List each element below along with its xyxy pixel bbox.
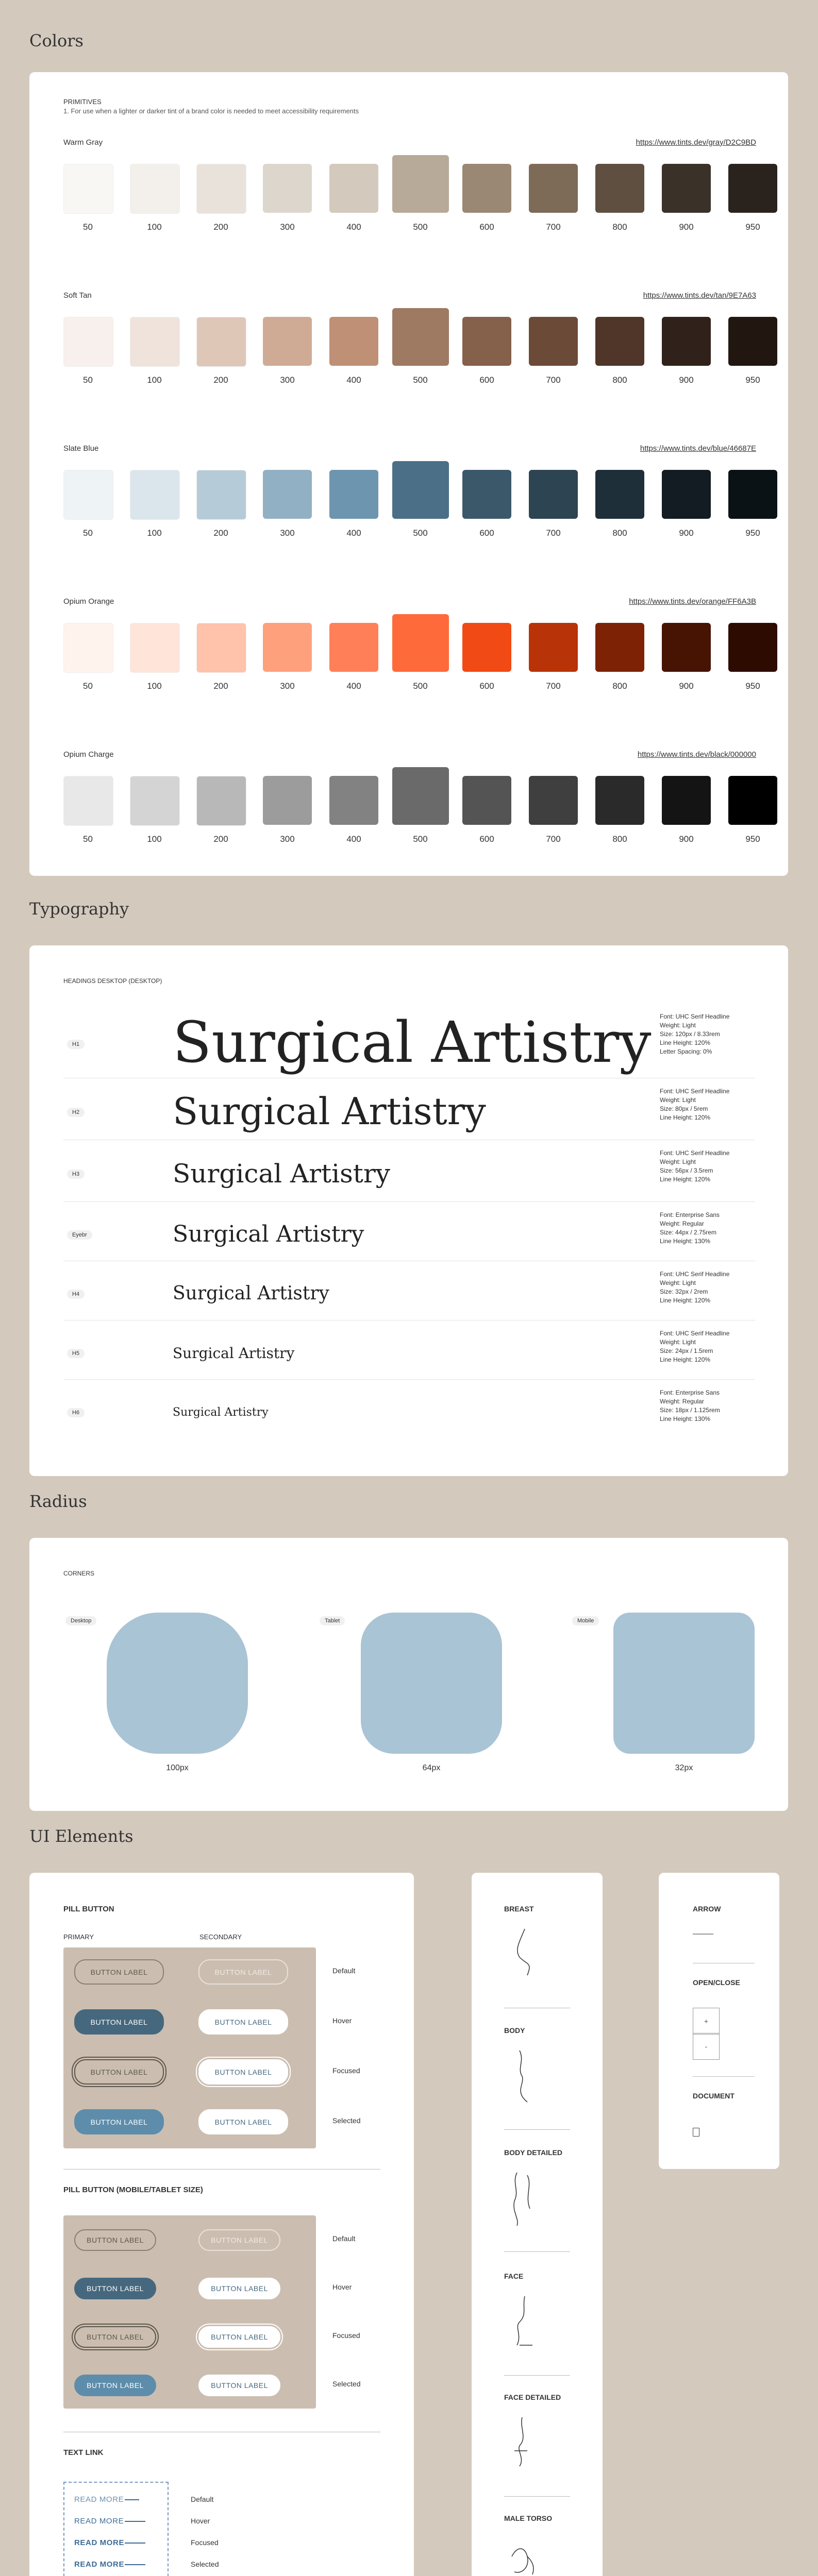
color-swatch xyxy=(529,164,578,213)
palette-link[interactable]: https://www.tints.dev/black/000000 xyxy=(637,750,756,759)
radius-value: 100px xyxy=(166,1764,189,1772)
color-swatch xyxy=(529,317,578,366)
swatch-step-label: 300 xyxy=(280,528,295,538)
color-swatch xyxy=(196,317,246,367)
primary-button[interactable]: BUTTON LABEL xyxy=(74,2229,156,2251)
swatch-step-label: 700 xyxy=(546,222,561,232)
color-swatch xyxy=(263,164,312,213)
swatch-step-label: 600 xyxy=(479,222,494,232)
color-swatch xyxy=(728,164,777,213)
primary-button[interactable]: BUTTON LABEL xyxy=(74,2375,156,2396)
color-swatch xyxy=(529,623,578,672)
swatch-step-label: 900 xyxy=(679,834,694,844)
color-swatch xyxy=(662,470,711,519)
body-outline-icon xyxy=(504,1926,540,1983)
color-swatch xyxy=(392,155,449,213)
color-swatch xyxy=(130,776,180,826)
swatch-step-label: 700 xyxy=(546,834,561,844)
swatch-step-label: 600 xyxy=(479,375,494,385)
color-swatch xyxy=(462,317,511,366)
pill-button-mobile-heading: PILL BUTTON (MOBILE/TABLET SIZE) xyxy=(63,2185,203,2194)
secondary-button[interactable]: BUTTON LABEL xyxy=(198,2278,280,2299)
outline-heading: FACE xyxy=(504,2272,524,2280)
secondary-button[interactable]: BUTTON LABEL xyxy=(198,2009,288,2035)
secondary-button[interactable]: BUTTON LABEL xyxy=(198,2326,280,2348)
heading-tag: H3 xyxy=(67,1170,85,1179)
radius-value: 32px xyxy=(675,1764,693,1772)
swatch-step-label: 500 xyxy=(413,681,428,691)
color-swatch xyxy=(263,776,312,825)
state-label: Selected xyxy=(332,2116,361,2125)
swatch-step-label: 500 xyxy=(413,834,428,844)
body-outline-icon xyxy=(504,2294,540,2350)
color-swatch xyxy=(196,470,246,520)
color-swatch xyxy=(728,470,777,519)
swatch-step-label: 950 xyxy=(745,222,760,232)
read-more-link[interactable]: READ MORE xyxy=(74,2495,124,2504)
divider xyxy=(504,2129,570,2130)
color-swatch xyxy=(462,623,511,672)
swatch-step-label: 300 xyxy=(280,834,295,844)
color-swatch xyxy=(329,164,378,213)
heading-sample: Surgical Artistry xyxy=(173,1009,652,1076)
swatch-step-label: 900 xyxy=(679,375,694,385)
color-swatch xyxy=(662,317,711,366)
heading-tag: H4 xyxy=(67,1290,85,1299)
color-swatch xyxy=(595,470,644,519)
radius-tag: Desktop xyxy=(65,1616,96,1625)
divider xyxy=(693,2076,755,2077)
palette-link[interactable]: https://www.tints.dev/gray/D2C9BD xyxy=(636,138,756,147)
color-swatch xyxy=(595,317,644,366)
arrow-icon xyxy=(125,2521,145,2522)
swatch-step-label: 700 xyxy=(546,681,561,691)
heading-tag: H5 xyxy=(67,1349,85,1358)
secondary-button[interactable]: BUTTON LABEL xyxy=(198,2109,288,2134)
color-swatch xyxy=(63,623,113,673)
color-swatch xyxy=(392,767,449,825)
heading-sample: Surgical Artistry xyxy=(173,1405,269,1419)
arrow-heading: ARROW xyxy=(693,1905,721,1913)
swatch-step-label: 500 xyxy=(413,375,428,385)
arrow-icon[interactable] xyxy=(693,1934,713,1935)
color-swatch xyxy=(662,776,711,825)
swatch-step-label: 50 xyxy=(83,375,93,385)
swatch-step-label: 600 xyxy=(479,681,494,691)
color-swatch xyxy=(130,317,180,367)
outline-heading: BODY DETAILED xyxy=(504,2148,563,2157)
color-swatch xyxy=(662,623,711,672)
color-swatch xyxy=(728,776,777,825)
swatch-step-label: 200 xyxy=(213,375,228,385)
read-more-link[interactable]: READ MORE xyxy=(74,2560,125,2569)
primary-button[interactable]: BUTTON LABEL xyxy=(74,2059,164,2084)
swatch-step-label: 50 xyxy=(83,222,93,232)
primary-button[interactable]: BUTTON LABEL xyxy=(74,1959,164,1985)
minus-icon[interactable]: - xyxy=(693,2033,720,2060)
body-outline-icon xyxy=(504,2170,540,2227)
color-swatch xyxy=(63,470,113,520)
secondary-button[interactable]: BUTTON LABEL xyxy=(198,2375,280,2396)
pill-button-heading: PILL BUTTON xyxy=(63,1905,114,1913)
swatch-step-label: 50 xyxy=(83,528,93,538)
color-swatch xyxy=(462,164,511,213)
body-outline-icon xyxy=(504,2048,540,2105)
swatch-step-label: 100 xyxy=(147,681,162,691)
primary-button[interactable]: BUTTON LABEL xyxy=(74,2009,164,2035)
radius-tag: Tablet xyxy=(320,1616,345,1625)
color-swatch xyxy=(63,776,113,826)
open-close-heading: OPEN/CLOSE xyxy=(693,1978,740,1987)
primitives-title: PRIMITIVES xyxy=(63,98,102,106)
swatch-step-label: 600 xyxy=(479,528,494,538)
radius-tag: Mobile xyxy=(572,1616,599,1625)
heading-spec: Font: UHC Serif Headline Weight: Light Size: 120px / 8.33rem Line Height: 120% Letter Spacing: 0% xyxy=(660,1013,730,1055)
swatch-step-label: 500 xyxy=(413,528,428,538)
radius-sample xyxy=(107,1613,248,1754)
divider xyxy=(63,1379,755,1380)
state-label: Focused xyxy=(332,2066,360,2075)
swatch-step-label: 100 xyxy=(147,528,162,538)
swatch-step-label: 300 xyxy=(280,375,295,385)
heading-sample: Surgical Artistry xyxy=(173,1345,295,1362)
color-swatch xyxy=(529,776,578,825)
color-swatch xyxy=(130,164,180,214)
state-label: Default xyxy=(332,1966,356,1975)
palette-name: Soft Tan xyxy=(63,291,92,300)
color-swatch xyxy=(329,776,378,825)
outline-heading: MALE TORSO xyxy=(504,2514,553,2522)
arrow-icon xyxy=(125,2499,139,2500)
palette-link[interactable]: https://www.tints.dev/orange/FF6A3B xyxy=(629,597,756,606)
heading-spec: Font: UHC Serif Headline Weight: Light Size: 80px / 5rem Line Height: 120% xyxy=(660,1088,730,1121)
swatch-step-label: 950 xyxy=(745,528,760,538)
heading-sample: Surgical Artistry xyxy=(173,1283,329,1304)
swatch-step-label: 400 xyxy=(346,528,361,538)
color-swatch xyxy=(728,623,777,672)
body-outline-icon xyxy=(504,2536,540,2576)
primary-button[interactable]: BUTTON LABEL xyxy=(74,2326,156,2348)
divider xyxy=(504,2375,570,2376)
heading-spec: Font: UHC Serif Headline Weight: Light Size: 24px / 1.5rem Line Height: 120% xyxy=(660,1330,730,1363)
swatch-step-label: 400 xyxy=(346,375,361,385)
palette-name: Opium Charge xyxy=(63,750,114,759)
heading-spec: Font: Enterprise Sans Weight: Regular Size: 18px / 1.125rem Line Height: 130% xyxy=(660,1389,720,1422)
outline-heading: BREAST xyxy=(504,1905,534,1913)
section-title-radius: Radius xyxy=(29,1492,87,1511)
swatch-step-label: 300 xyxy=(280,681,295,691)
outline-heading: FACE DETAILED xyxy=(504,2393,561,2401)
document-heading: DOCUMENT xyxy=(693,2092,734,2100)
swatch-step-label: 900 xyxy=(679,222,694,232)
color-swatch xyxy=(196,623,246,673)
primary-button[interactable]: BUTTON LABEL xyxy=(74,2109,164,2134)
swatch-step-label: 100 xyxy=(147,834,162,844)
secondary-button[interactable]: BUTTON LABEL xyxy=(198,2229,280,2251)
state-label: Focused xyxy=(332,2331,360,2340)
color-swatch xyxy=(462,470,511,519)
palette-name: Opium Orange xyxy=(63,597,114,606)
color-swatch xyxy=(595,776,644,825)
swatch-step-label: 700 xyxy=(546,375,561,385)
primary-button[interactable]: BUTTON LABEL xyxy=(74,2278,156,2299)
swatch-step-label: 50 xyxy=(83,681,93,691)
swatch-step-label: 900 xyxy=(679,528,694,538)
color-swatch xyxy=(662,164,711,213)
primary-label: PRIMARY xyxy=(63,1933,94,1941)
state-label: Hover xyxy=(332,2283,352,2291)
swatch-step-label: 200 xyxy=(213,681,228,691)
swatch-step-label: 400 xyxy=(346,222,361,232)
swatch-step-label: 950 xyxy=(745,375,760,385)
radius-sample xyxy=(613,1613,755,1754)
color-swatch xyxy=(392,308,449,366)
outline-heading: BODY xyxy=(504,2026,525,2035)
heading-sample: Surgical Artistry xyxy=(173,1090,486,1133)
color-swatch xyxy=(263,623,312,672)
heading-tag: H2 xyxy=(67,1108,85,1117)
color-swatch xyxy=(63,317,113,367)
heading-tag: H6 xyxy=(67,1408,85,1417)
color-swatch xyxy=(263,470,312,519)
color-swatch xyxy=(529,470,578,519)
color-swatch xyxy=(392,461,449,519)
swatch-step-label: 100 xyxy=(147,222,162,232)
divider xyxy=(63,1201,755,1202)
secondary-button[interactable]: BUTTON LABEL xyxy=(198,2059,288,2084)
state-label: Selected xyxy=(332,2380,361,2388)
swatch-step-label: 400 xyxy=(346,681,361,691)
palette-link[interactable]: https://www.tints.dev/tan/9E7A63 xyxy=(643,291,756,300)
color-swatch xyxy=(263,317,312,366)
swatch-step-label: 100 xyxy=(147,375,162,385)
section-title-colors: Colors xyxy=(29,31,84,50)
swatch-step-label: 900 xyxy=(679,681,694,691)
plus-icon[interactable]: + xyxy=(693,2008,720,2035)
swatch-step-label: 950 xyxy=(745,681,760,691)
secondary-label: SECONDARY xyxy=(199,1933,242,1941)
color-swatch xyxy=(130,623,180,673)
color-swatch xyxy=(595,623,644,672)
swatch-step-label: 800 xyxy=(612,834,627,844)
state-label: Hover xyxy=(191,2517,210,2525)
swatch-step-label: 950 xyxy=(745,834,760,844)
color-swatch xyxy=(63,164,113,214)
swatch-step-label: 400 xyxy=(346,834,361,844)
swatch-step-label: 600 xyxy=(479,834,494,844)
swatch-step-label: 300 xyxy=(280,222,295,232)
state-label: Default xyxy=(332,2234,356,2243)
heading-tag: Eyebr xyxy=(67,1230,92,1240)
heading-tag: H1 xyxy=(67,1040,85,1049)
heading-sample: Surgical Artistry xyxy=(173,1159,391,1189)
radius-label: CORNERS xyxy=(63,1570,95,1577)
color-swatch xyxy=(329,623,378,672)
heading-spec: Font: UHC Serif Headline Weight: Light Size: 56px / 3.5rem Line Height: 120% xyxy=(660,1149,730,1183)
state-label: Default xyxy=(191,2495,214,2503)
state-label: Selected xyxy=(191,2560,219,2568)
swatch-step-label: 200 xyxy=(213,222,228,232)
section-title-typography: Typography xyxy=(29,899,129,919)
color-swatch xyxy=(196,164,246,214)
swatch-step-label: 200 xyxy=(213,834,228,844)
color-swatch xyxy=(462,776,511,825)
color-swatch xyxy=(595,164,644,213)
divider xyxy=(504,2251,570,2252)
color-swatch xyxy=(329,470,378,519)
color-swatch xyxy=(392,614,449,672)
swatch-step-label: 800 xyxy=(612,375,627,385)
swatch-step-label: 200 xyxy=(213,528,228,538)
color-swatch xyxy=(728,317,777,366)
icons-card xyxy=(659,1873,779,2169)
palette-name: Slate Blue xyxy=(63,444,99,453)
secondary-button[interactable]: BUTTON LABEL xyxy=(198,1959,288,1985)
swatch-step-label: 800 xyxy=(612,222,627,232)
divider xyxy=(63,2169,380,2170)
typography-label: HEADINGS DESKTOP (DESKTOP) xyxy=(63,977,162,985)
section-title-ui-elements: UI Elements xyxy=(29,1826,133,1846)
palette-name: Warm Gray xyxy=(63,138,103,147)
swatch-step-label: 700 xyxy=(546,528,561,538)
color-swatch xyxy=(196,776,246,826)
color-swatch xyxy=(130,470,180,520)
arrow-icon xyxy=(125,2564,145,2565)
primitives-note: 1. For use when a lighter or darker tint of a brand color is needed to meet accessibility requirements xyxy=(63,107,359,115)
heading-spec: Font: Enterprise Sans Weight: Regular Size: 44px / 2.75rem Line Height: 130% xyxy=(660,1211,720,1245)
read-more-link[interactable]: READ MORE xyxy=(74,2538,125,2547)
read-more-link[interactable]: READ MORE xyxy=(74,2517,124,2526)
swatch-step-label: 500 xyxy=(413,222,428,232)
divider xyxy=(504,2496,570,2497)
state-label: Hover xyxy=(332,2016,352,2025)
heading-spec: Font: UHC Serif Headline Weight: Light Size: 32px / 2rem Line Height: 120% xyxy=(660,1270,730,1304)
swatch-step-label: 800 xyxy=(612,681,627,691)
arrow-icon xyxy=(125,2543,145,2544)
swatch-step-label: 50 xyxy=(83,834,93,844)
body-outline-icon xyxy=(504,2415,540,2471)
document-icon[interactable] xyxy=(693,2128,699,2137)
text-link-heading: TEXT LINK xyxy=(63,2448,104,2457)
palette-link[interactable]: https://www.tints.dev/blue/46687E xyxy=(640,444,756,453)
heading-sample: Surgical Artistry xyxy=(173,1221,364,1248)
radius-value: 64px xyxy=(422,1764,441,1772)
state-label: Focused xyxy=(191,2538,219,2547)
color-swatch xyxy=(329,317,378,366)
radius-sample xyxy=(361,1613,502,1754)
swatch-step-label: 800 xyxy=(612,528,627,538)
